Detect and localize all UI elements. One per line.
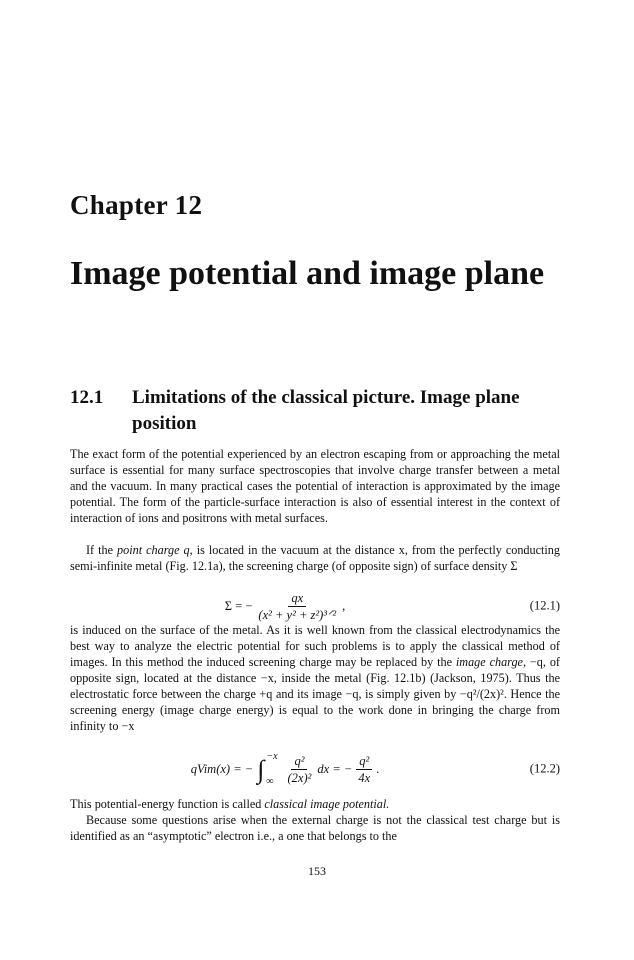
equation-12-1 [70,588,560,624]
p4-text-a: This potential-energy function is called [70,797,265,811]
chapter-title: Image potential and image plane [70,255,545,292]
paragraph-intro: The exact form of the potential experienced by an electron escaping from or approaching the metal surface is essential for many surface spectroscopies that involve charge transfer between a metal and the vacuum. In many practical cases the potential of interaction is approximated by the image potential. The form of the particle-surface interaction is also of essential interest in the context of interaction of ions and positrons with metal surfaces. [70,447,560,525]
eq2-int-numerator: q² [291,754,307,770]
equation-12-2-body [70,747,500,791]
eq2-upper-limit: −x [266,751,278,762]
chapter-label: Chapter 12 [70,190,203,220]
eq1-trail: , [342,598,346,613]
equation-12-1-body [70,588,500,624]
paragraph-point-charge [70,542,560,574]
eq1-fraction [255,591,339,622]
paragraph-classical-potential [70,796,560,812]
integral-sign: ∫ [257,755,265,784]
eq2-lhs: qVim(x) = − [190,761,254,776]
section-title: Limitations of the classical picture. Image plane position [132,387,520,434]
page-number: 153 [308,864,326,878]
eq2-dx: dx = − [317,761,353,776]
equation-number-12-2: (12.2) [529,761,560,776]
eq2-int-denominator: (2x)² [287,770,312,785]
p2-emphasis: point charge q [117,543,190,557]
p2-text-b: , is located in the vacuum at the distance x, from the perfectly conducting semi-infinite metal (Fig. 12.1a), the screening charge (of opposite sign) of surface density Σ [70,543,560,573]
p3-text-a: is induced on the surface of the metal. As it is well known from the classical electrodynamics the best way to analyze the electric potential for such problems is to apply the classical method of images. In this method the induced screening charge may be replaced by the [70,623,560,669]
p3-emphasis: image charge [455,655,523,669]
eq2-lower-limit: ∞ [266,776,274,787]
eq2-integrand [285,754,315,785]
p4-emphasis: classical image potential. [264,797,390,811]
eq2-rhs-fraction [355,754,373,785]
eq1-lhs: Σ = − [224,598,253,613]
section-number: 12.1 [70,387,104,408]
eq1-numerator: qx [288,591,306,607]
equation-12-2 [70,747,560,791]
p3-text-b: , −q, of opposite sign, located at the distance −x, inside the metal (Fig. 12.1b) (Jackson, 1975). Thus the electrostatic force between the charge +q and its image −q, is simply given by −q²/(2x)². Hence the screening energy (image charge energy) is equal to the work done in bringing the charge from infinity to −x [70,655,560,733]
eq2-trail: . [376,761,380,776]
equation-number-12-1: (12.1) [529,598,560,613]
eq1-denominator: (x² + y² + z²)³ᐟ² [258,607,337,622]
p2-text-a: If the [86,543,118,557]
eq2-rhs-denominator: 4x [358,770,371,785]
eq2-rhs-numerator: q² [356,754,372,770]
paragraph-image-method [70,622,560,734]
paragraph-asymptotic-electron: Because some questions arise when the external charge is not the classical test charge but is identified as an “asymptotic” electron i.e., a one that belongs to the [70,813,560,843]
integral-limits [266,751,277,787]
